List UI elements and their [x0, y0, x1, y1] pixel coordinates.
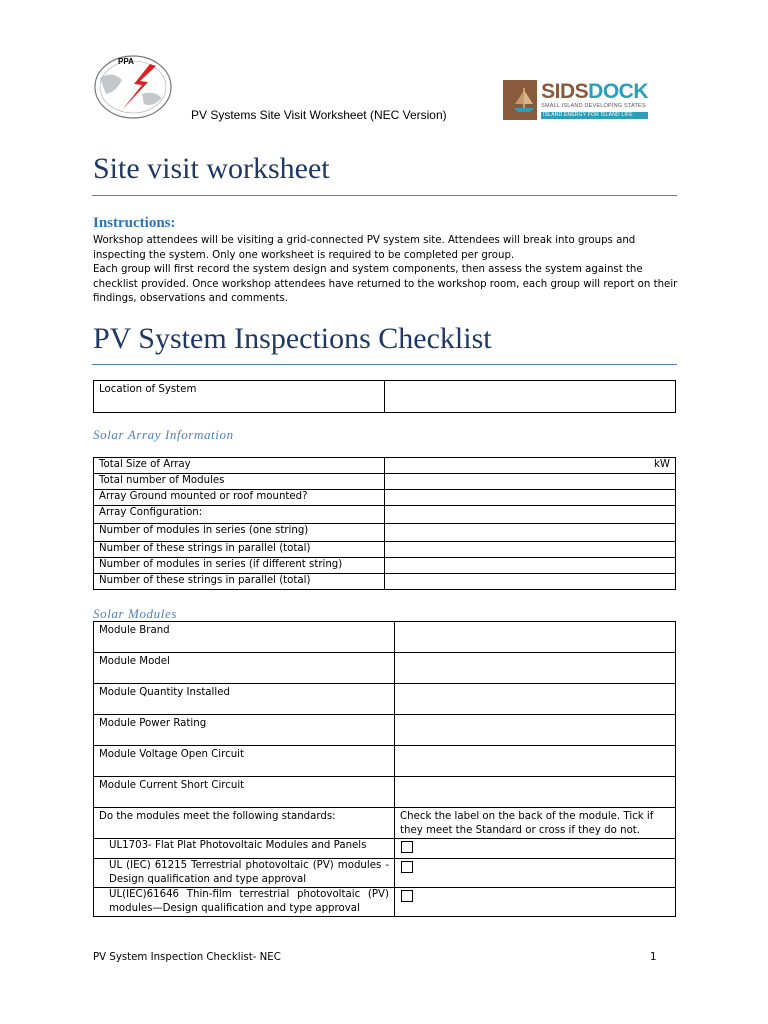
array-field[interactable] [385, 524, 676, 542]
table-row [94, 574, 676, 590]
footer-title: PV System Inspection Checklist- NEC [93, 952, 281, 963]
standards-instruction: Check the label on the back of the module. Tick if they meet the Standard or cross if they do not. [395, 808, 676, 839]
array-field[interactable]: kW [385, 458, 676, 474]
module-field[interactable] [395, 715, 676, 746]
array-field[interactable] [385, 558, 676, 574]
location-table [93, 380, 676, 413]
array-field[interactable] [385, 474, 676, 490]
module-field[interactable] [395, 653, 676, 684]
location-field[interactable] [385, 381, 676, 413]
module-label: Module Quantity Installed [94, 684, 395, 715]
module-label: Module Model [94, 653, 395, 684]
location-label: Location of System [94, 381, 385, 413]
solar-modules-table [93, 621, 676, 917]
table-row [94, 777, 676, 808]
heading-rule [92, 364, 677, 365]
array-field[interactable] [385, 490, 676, 506]
array-label: Array Configuration: [94, 506, 385, 524]
module-field[interactable] [395, 684, 676, 715]
instructions-text [93, 234, 678, 307]
module-label: Module Voltage Open Circuit [94, 746, 395, 777]
instructions-paragraph: Each group will first record the system design and system components, then assess the system against the checklist provided. Once workshop attendees have returned to the workshop room, each group will report on their findings, observations and comments. [93, 264, 678, 305]
array-field[interactable] [385, 574, 676, 590]
standard-label: UL1703- Flat Plat Photovoltaic Modules and Panels [94, 839, 395, 859]
array-label: Total number of Modules [94, 474, 385, 490]
standard-label: UL (IEC) 61215 Terrestrial photovoltaic (PV) modules - Design qualification and type approval [94, 859, 395, 888]
checkbox[interactable] [401, 890, 413, 902]
standard-label: UL(IEC)61646 Thin-film terrestrial photovoltaic (PV) modules—Design qualification and type approval [94, 888, 395, 917]
sidsdock-tagline2: ISLAND ENERGY FOR ISLAND LIFE [541, 112, 648, 119]
sidsdock-brand: SIDSDOCK [541, 80, 648, 104]
solar-modules-heading: Solar Modules [93, 606, 177, 621]
sidsdock-mark [503, 80, 537, 120]
solar-array-heading: Solar Array Information [93, 427, 234, 442]
standards-question: Do the modules meet the following standards: [94, 808, 395, 839]
table-row [94, 542, 676, 558]
ppa-logo-text: PPA [118, 57, 134, 66]
table-row [94, 888, 676, 917]
module-label: Module Power Rating [94, 715, 395, 746]
module-field[interactable] [395, 622, 676, 653]
checkbox[interactable] [401, 841, 413, 853]
standard-check-cell [395, 859, 676, 888]
site-visit-heading: Site visit worksheet [93, 152, 330, 185]
page-number: 1 [650, 952, 657, 963]
table-row [94, 746, 676, 777]
table-row [94, 808, 676, 839]
module-field[interactable] [395, 777, 676, 808]
array-label: Total Size of Array [94, 458, 385, 474]
checklist-heading: PV System Inspections Checklist [93, 322, 492, 355]
table-row [94, 524, 676, 542]
standard-check-cell [395, 888, 676, 917]
module-label: Module Current Short Circuit [94, 777, 395, 808]
instructions-paragraph: Workshop attendees will be visiting a grid-connected PV system site. Attendees will break into groups and inspecting the system. Only one worksheet is required to be completed per group. [93, 235, 636, 261]
array-label: Number of modules in series (one string) [94, 524, 385, 542]
table-row [94, 859, 676, 888]
array-label: Number of these strings in parallel (total) [94, 542, 385, 558]
table-row [94, 839, 676, 859]
table-row [94, 622, 676, 653]
table-row [94, 381, 676, 413]
table-row [94, 684, 676, 715]
array-field[interactable] [385, 542, 676, 558]
table-row [94, 715, 676, 746]
solar-array-table [93, 457, 676, 590]
checkbox[interactable] [401, 861, 413, 873]
table-row [94, 653, 676, 684]
heading-rule [92, 195, 677, 196]
standard-check-cell [395, 839, 676, 859]
table-row [94, 490, 676, 506]
sidsdock-logo [503, 80, 648, 120]
table-row [94, 474, 676, 490]
array-label: Number of these strings in parallel (total) [94, 574, 385, 590]
module-label: Module Brand [94, 622, 395, 653]
array-label: Number of modules in series (if different string) [94, 558, 385, 574]
instructions-heading: Instructions: [93, 215, 176, 231]
array-field[interactable] [385, 506, 676, 524]
array-label: Array Ground mounted or roof mounted? [94, 490, 385, 506]
table-row [94, 458, 676, 474]
table-row [94, 558, 676, 574]
table-row [94, 506, 676, 524]
module-field[interactable] [395, 746, 676, 777]
header-title: PV Systems Site Visit Worksheet (NEC Version) [191, 108, 447, 122]
ppa-logo [92, 50, 174, 122]
sidsdock-tagline: SMALL ISLAND DEVELOPING STATES [541, 103, 646, 110]
